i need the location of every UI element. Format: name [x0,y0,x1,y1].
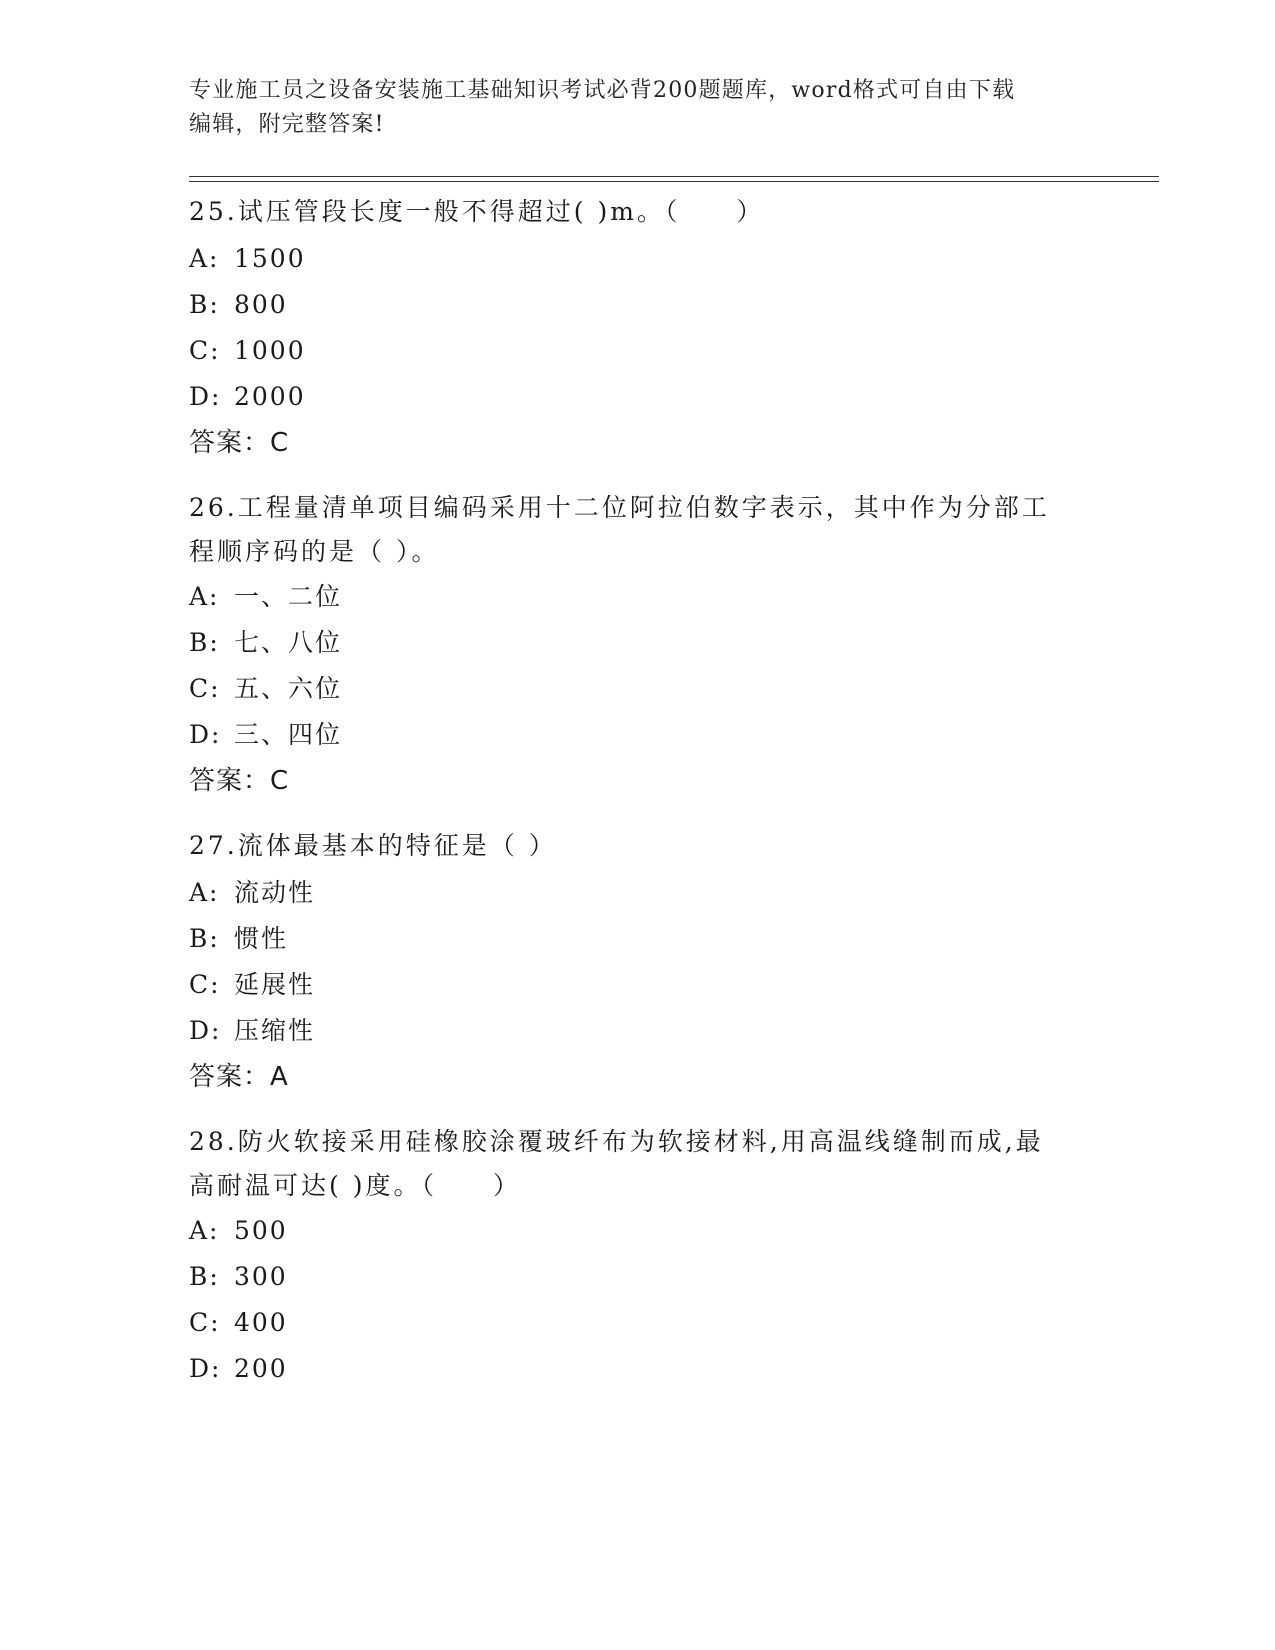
option-key: D: [189,1016,222,1045]
header-divider [189,176,1159,182]
option-key: C: [189,970,221,999]
option-c [189,1300,1089,1346]
question-26 [189,486,1089,804]
option-key: D: [189,720,222,749]
question-stem [189,486,1089,574]
option-text: 400 [234,1308,288,1337]
answer-line: 答案：C [189,766,290,796]
option-key: B: [189,924,220,953]
answer-line: 答案：A [189,1062,289,1092]
option-d [189,1346,1089,1392]
option-text: 五、六位 [234,674,343,703]
option-text: 压缩性 [234,1016,316,1045]
question-28 [189,1120,1089,1392]
question-25 [189,190,1089,466]
question-stem [189,824,1089,870]
option-b [189,620,1089,666]
option-text: 惯性 [234,924,289,953]
option-key: A: [189,878,220,907]
option-key: B: [189,290,220,319]
option-a [189,1208,1089,1254]
option-text: 200 [234,1354,288,1383]
header-line-2: 编辑，附完整答案! [189,112,385,137]
option-text: 2000 [234,382,306,411]
header-line-1: 专业施工员之设备安装施工基础知识考试必背200题题库，word格式可自由下载 [189,78,1016,103]
stem-line: 26.工程量清单项目编码采用十二位阿拉伯数字表示，其中作为分部工 [189,493,1050,522]
option-key: A: [189,244,220,273]
option-text: 1500 [234,244,306,273]
option-d [189,1008,1089,1054]
document-header [189,74,1069,142]
option-text: 延展性 [234,970,316,999]
option-a [189,236,1089,282]
stem-line: 25.试压管段长度一般不得超过( )m。（ ） [189,197,765,226]
option-text: 流动性 [234,878,316,907]
question-stem [189,190,1089,236]
option-d [189,712,1089,758]
option-key: A: [189,1216,220,1245]
question-27 [189,824,1089,1100]
option-key: B: [189,1262,220,1291]
question-stem [189,1120,1089,1208]
stem-line: 28.防火软接采用硅橡胶涂覆玻纤布为软接材料,用高温线缝制而成,最 [189,1127,1044,1156]
option-c [189,328,1089,374]
stem-line: 高耐温可达( )度。（ ） [189,1171,521,1200]
option-key: D: [189,382,222,411]
option-text: 三、四位 [234,720,343,749]
option-key: A: [189,582,220,611]
option-b [189,1254,1089,1300]
option-text: 一、二位 [234,582,343,611]
option-a [189,574,1089,620]
answer-line: 答案：C [189,428,290,458]
option-b [189,282,1089,328]
option-text: 300 [234,1262,288,1291]
option-a [189,870,1089,916]
option-text: 800 [234,290,288,319]
option-text: 500 [234,1216,288,1245]
option-key: B: [189,628,220,657]
option-key: C: [189,674,221,703]
option-c [189,666,1089,712]
option-key: C: [189,336,221,365]
option-b [189,916,1089,962]
option-d [189,374,1089,420]
stem-line: 27.流体最基本的特征是（ ） [189,831,557,860]
question-list [189,190,1089,1412]
option-c [189,962,1089,1008]
option-text: 七、八位 [234,628,343,657]
stem-line: 程顺序码的是（ ）。 [189,537,440,566]
option-text: 1000 [234,336,306,365]
option-key: C: [189,1308,221,1337]
option-key: D: [189,1354,222,1383]
